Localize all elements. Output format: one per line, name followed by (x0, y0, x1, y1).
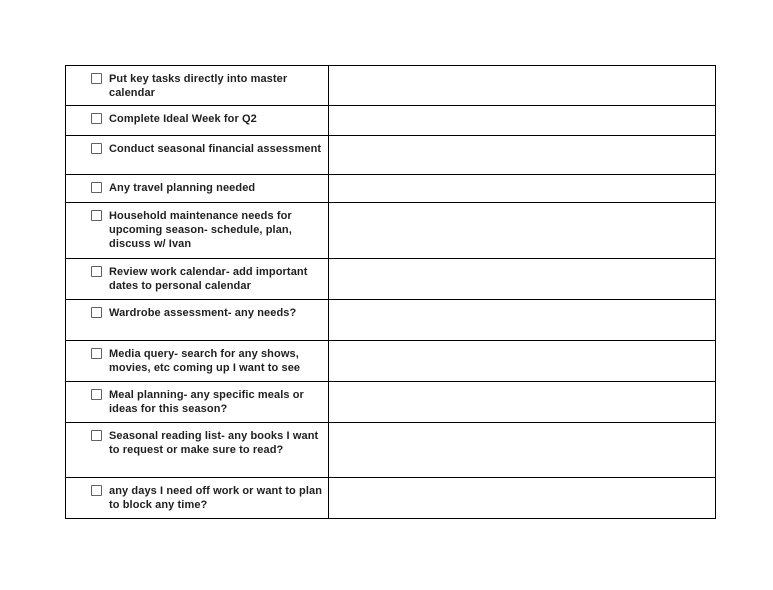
task-cell (66, 175, 329, 203)
task-cell (66, 259, 329, 300)
task-label: Household maintenance needs for upcoming season- schedule, plan, discuss w/ Ivan (109, 210, 292, 250)
task-cell (66, 382, 329, 423)
notes-cell[interactable] (329, 66, 716, 106)
checkbox-icon[interactable] (91, 73, 102, 84)
table-row (66, 106, 716, 136)
table-row (66, 478, 716, 519)
task-cell-content (66, 478, 328, 517)
table-row (66, 382, 716, 423)
task-label: Media query- search for any shows, movies, etc coming up I want to see (109, 348, 301, 374)
task-cell (66, 478, 329, 519)
task-cell (66, 423, 329, 478)
task-cell-content (66, 203, 328, 256)
notes-cell[interactable] (329, 300, 716, 341)
checkbox-icon[interactable] (91, 210, 102, 221)
checkbox-icon[interactable] (91, 113, 102, 124)
checkbox-icon[interactable] (91, 485, 102, 496)
task-cell (66, 66, 329, 106)
task-cell (66, 300, 329, 341)
task-cell-content (66, 106, 328, 131)
task-cell-content (66, 423, 328, 462)
table-row (66, 175, 716, 203)
task-cell (66, 341, 329, 382)
table-row (66, 300, 716, 341)
checkbox-icon[interactable] (91, 348, 102, 359)
task-cell (66, 203, 329, 259)
checkbox-icon[interactable] (91, 182, 102, 193)
checklist-table (65, 65, 716, 519)
table-row (66, 259, 716, 300)
task-cell-content (66, 300, 328, 325)
task-label: Review work calendar- add important dates to personal calendar (109, 266, 308, 292)
task-label: Meal planning- any specific meals or ideas for this season? (109, 389, 304, 415)
notes-cell[interactable] (329, 203, 716, 259)
task-cell-content (66, 382, 328, 421)
notes-cell[interactable] (329, 175, 716, 203)
task-label: Put key tasks directly into master calendar (109, 73, 288, 99)
notes-cell[interactable] (329, 106, 716, 136)
task-label: Any travel planning needed (109, 182, 256, 194)
table-row (66, 136, 716, 175)
notes-cell[interactable] (329, 259, 716, 300)
task-label: any days I need off work or want to plan to block any time? (109, 485, 323, 511)
table-row (66, 341, 716, 382)
table-row (66, 203, 716, 259)
task-cell-content (66, 66, 328, 105)
checkbox-icon[interactable] (91, 389, 102, 400)
notes-cell[interactable] (329, 478, 716, 519)
task-cell-content (66, 341, 328, 380)
task-cell-content (66, 136, 328, 161)
notes-cell[interactable] (329, 136, 716, 175)
notes-cell[interactable] (329, 423, 716, 478)
checkbox-icon[interactable] (91, 430, 102, 441)
notes-cell[interactable] (329, 341, 716, 382)
task-label: Seasonal reading list- any books I want to request or make sure to read? (109, 430, 319, 456)
checkbox-icon[interactable] (91, 266, 102, 277)
table-row (66, 66, 716, 106)
checkbox-icon[interactable] (91, 307, 102, 318)
notes-cell[interactable] (329, 382, 716, 423)
task-cell-content (66, 259, 328, 298)
task-label: Conduct seasonal financial assessment (109, 143, 322, 155)
checkbox-icon[interactable] (91, 143, 102, 154)
task-label: Wardrobe assessment- any needs? (109, 307, 297, 319)
task-cell-content (66, 175, 328, 200)
task-cell (66, 136, 329, 175)
task-cell (66, 106, 329, 136)
task-label: Complete Ideal Week for Q2 (109, 113, 257, 125)
checklist-body (66, 66, 716, 519)
table-row (66, 423, 716, 478)
